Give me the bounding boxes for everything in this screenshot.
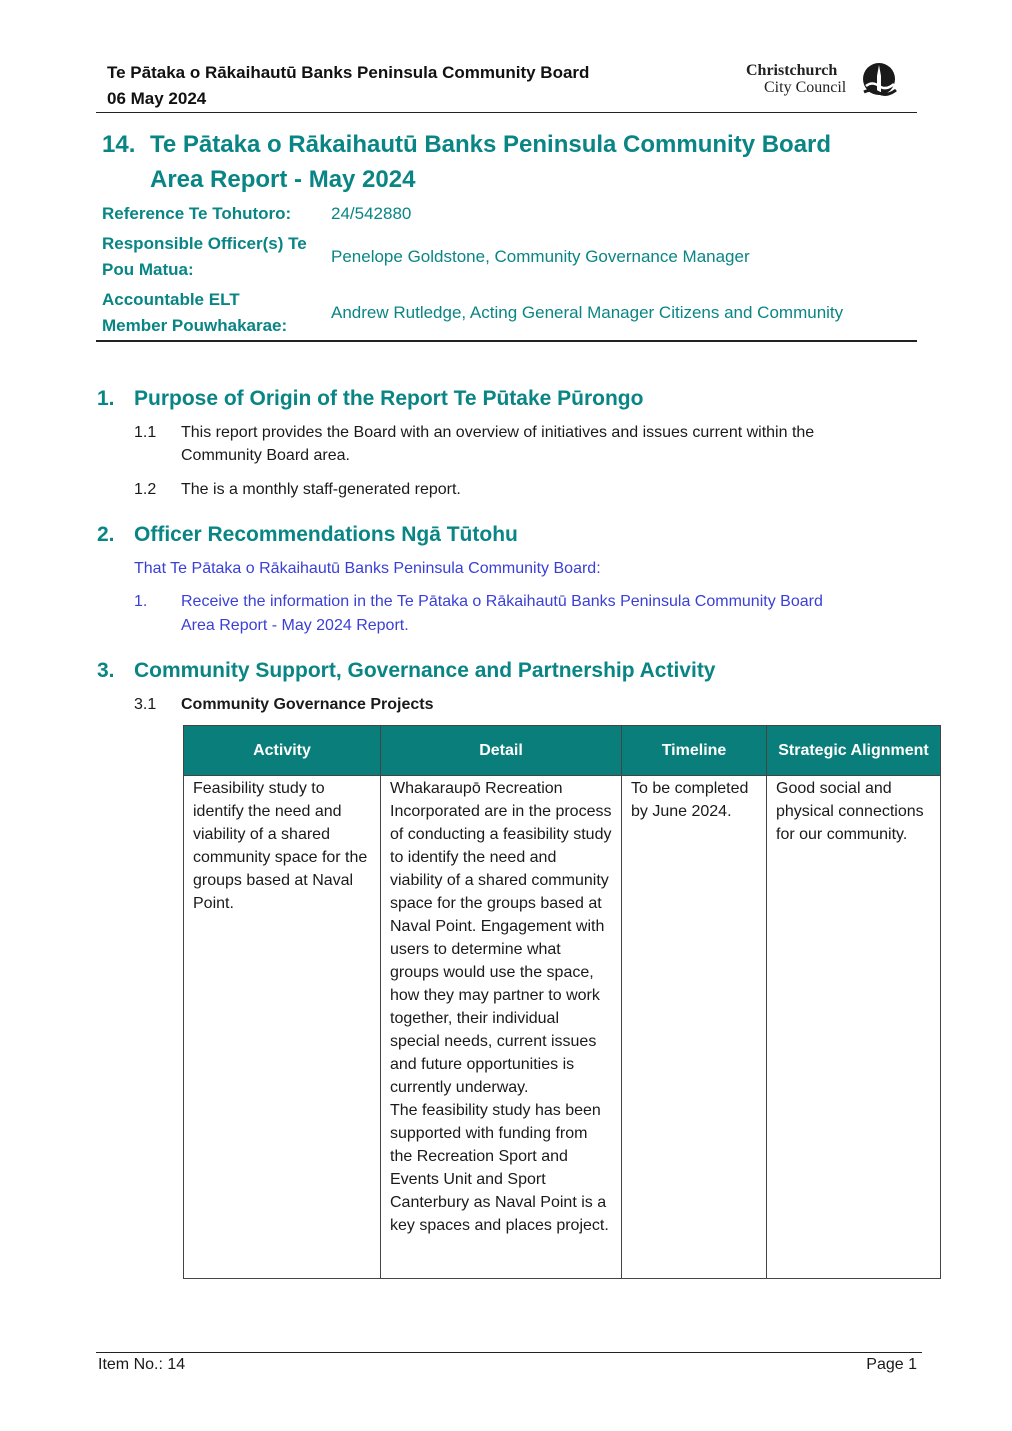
footer-item-number: Item No.: 14 [98,1356,186,1373]
item-1-2-line1: The is a monthly staff-generated report. [181,481,461,498]
section-3-number: 3. [97,659,115,682]
header-detail: Detail [381,726,622,776]
section-2-number: 2. [97,523,115,546]
report-number: 14. [102,131,136,158]
cell-detail [381,776,622,1279]
section-1-number: 1. [97,387,115,410]
item-1-1-line2: Community Board area. [181,447,350,464]
cell-alignment: Good social and physical connections for our community. [767,776,941,1279]
table-row [184,776,941,1279]
logo-line1: Christchurch [746,62,838,79]
footer-rule [96,1352,922,1353]
header-timeline: Timeline [622,726,767,776]
meta-responsible-value: Penelope Goldstone, Community Governance Manager [331,247,750,266]
governance-projects-table [183,725,941,1279]
recommendation-1-line1: Receive the information in the Te Pātaka o Rākaihautū Banks Peninsula Community Board [181,593,823,610]
logo-line2: City Council [764,79,847,96]
item-1-1-line1: This report provides the Board with an overview of initiatives and issues current within the [181,424,815,441]
council-logo [746,62,906,102]
section-2-title: Officer Recommendations Ngā Tūtohu [134,523,518,546]
header-board-name: Te Pātaka o Rākaihautū Banks Peninsula Community Board [107,63,590,82]
cell-detail-paragraph-2: The feasibility study has been supported with funding from the Recreation Sport and Events Unit and Sport Canterbury as Naval Point is a key spaces and places project. [390,1102,609,1234]
footer-page-number: Page 1 [866,1356,917,1373]
meta-reference-value: 24/542880 [331,204,412,223]
table-header-row [184,726,941,776]
meta-responsible-label-2: Pou Matua: [102,260,194,279]
subsection-3-1-number: 3.1 [134,696,157,713]
section-3-title: Community Support, Governance and Partnership Activity [134,659,716,682]
cell-detail-paragraph-1: Whakaraupō Recreation Incorporated are in the process of conducting a feasibility study to identify the need and viability of a shared community space for the groups based at Naval Point. Engagement with users to determine what groups would use the space, how they may partner to work together, their individual special needs, current issues and future opportunities is currently underway. [390,780,612,1096]
meta-rule [96,340,917,342]
cell-timeline: To be completed by June 2024. [622,776,767,1279]
recommendation-1-number: 1. [134,593,148,610]
header-date: 06 May 2024 [107,89,207,108]
report-title-line2: Area Report - May 2024 [150,166,416,193]
meta-accountable-value: Andrew Rutledge, Acting General Manager Citizens and Community [331,303,844,322]
meta-accountable-label-2: Member Pouwhakarae: [102,316,288,335]
meta-reference-label: Reference Te Tohutoro: [102,204,292,223]
item-1-2-number: 1.2 [134,481,157,498]
recommendation-1-line2: Area Report - May 2024 Report. [181,617,409,634]
header-activity: Activity [184,726,381,776]
cathedral-logo-icon [860,62,898,100]
meta-responsible-label-1: Responsible Officer(s) Te [102,234,307,253]
subsection-3-1-title: Community Governance Projects [181,696,434,713]
recommendation-intro: That Te Pātaka o Rākaihautū Banks Peninsula Community Board: [134,560,601,577]
item-1-1-number: 1.1 [134,424,157,441]
header-rule [96,112,917,113]
cell-activity: Feasibility study to identify the need and viability of a shared community space for the groups based at Naval Point. [184,776,381,1279]
header-strategic-alignment: Strategic Alignment [767,726,941,776]
section-1-title: Purpose of Origin of the Report Te Pūtake Pūrongo [134,387,644,410]
report-title-line1: Te Pātaka o Rākaihautū Banks Peninsula Community Board [150,131,832,158]
meta-accountable-label-1: Accountable ELT [102,290,240,309]
